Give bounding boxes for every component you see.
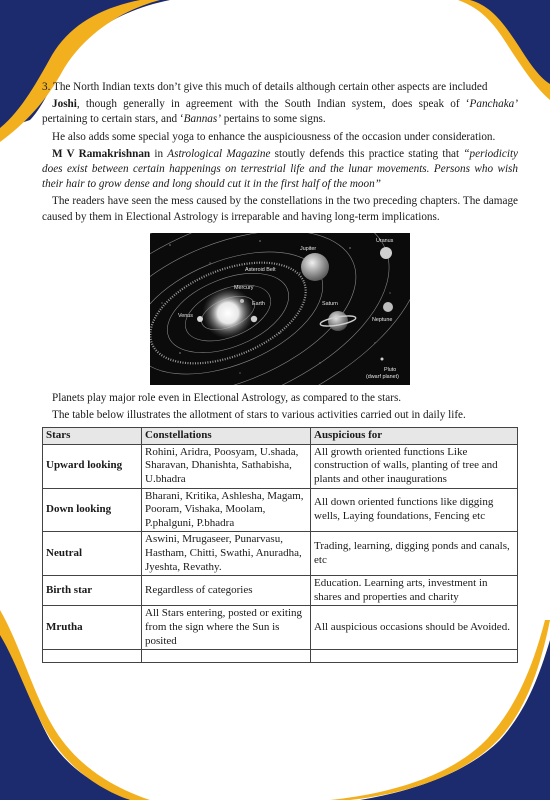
cell-constellations: Regardless of categories — [142, 576, 311, 606]
cell-constellations: All Stars entering, posted or exiting from the sign where the Sun is posited — [142, 606, 311, 650]
cell-stars: Mrutha — [43, 606, 142, 650]
ramakrishnan-quote: “periodicity does exist between certain happenings on terrestrial life and the lunar movements. Persons who wish their hair to grow dense and long should cut it in the first half of the moon” — [42, 147, 519, 191]
sun — [202, 284, 254, 339]
paragraph-point-3: 3. The North Indian texts don’t give this much of details although certain other aspects are included — [42, 81, 488, 93]
table-row-empty — [43, 650, 518, 663]
paragraph-planets: Planets play major role even in Electional Astrology, as compared to the stars. — [52, 391, 402, 404]
label-asteroid-belt: Asteroid Belt — [245, 266, 276, 273]
paragraph-table-intro: The table below illustrates the allotment of stars to various activities carried out in daily life. — [52, 409, 466, 422]
paragraph-yoga: He also adds some special yoga to enhance the auspiciousness of the occasion under consideration. — [52, 130, 496, 143]
venus-planet — [197, 316, 203, 322]
term-bannas: Bannas’ — [183, 113, 221, 126]
paragraph-joshi — [42, 97, 518, 127]
cell-auspicious: All auspicious occasions should be Avoided. — [311, 606, 518, 650]
cell-auspicious: All down oriented functions like digging wells, Laying foundations, Fencing etc — [311, 488, 518, 532]
solar-system-image — [150, 233, 410, 385]
mercury-planet — [240, 299, 244, 303]
cell-empty — [142, 650, 311, 663]
table-row — [43, 532, 518, 576]
ramakrishnan-text-b: stoutly defends this practice stating that — [270, 147, 464, 160]
paragraph-ramakrishnan — [42, 147, 518, 193]
term-panchaka: Panchaka’ — [469, 98, 518, 111]
cell-auspicious: Trading, learning, digging ponds and canals, etc — [311, 532, 518, 576]
header-constellations: Constellations — [142, 428, 311, 445]
cell-empty — [43, 650, 142, 663]
uranus-planet — [380, 247, 392, 259]
bottom-right-navy-swoosh — [360, 640, 550, 800]
table-row — [43, 576, 518, 606]
page-content — [42, 80, 518, 663]
cell-stars: Birth star — [43, 576, 142, 606]
space-background — [150, 233, 410, 385]
joshi-text-b: pertaining to certain stars, and ‘ — [42, 113, 184, 126]
label-venus: Venus — [178, 312, 193, 319]
table-row — [43, 488, 518, 532]
author-ramakrishnan: M V Ramakrishnan — [52, 147, 151, 160]
label-pluto: Pluto — [384, 366, 397, 373]
joshi-text-c: pertains to some signs. — [220, 113, 326, 126]
header-stars: Stars — [43, 428, 142, 445]
label-mercury: Mercury — [234, 284, 254, 291]
magazine-name: Astrological Magazine — [167, 147, 271, 160]
jupiter-planet — [301, 253, 329, 281]
label-neptune: Neptune — [372, 316, 393, 323]
paragraph-readers: The readers have seen the mess caused by the constellations in the two preceding chapters. The damage caused by them in Electional Astrology is irreparable and having long-term implications. — [42, 195, 518, 223]
cell-auspicious: All growth oriented functions Like construction of walls, planting of tree and plants and other inaugurations — [311, 444, 518, 488]
cell-stars: Upward looking — [43, 444, 142, 488]
table-row — [43, 444, 518, 488]
joshi-text-a: , though generally in agreement with the South Indian system, does speak of ‘ — [76, 98, 470, 111]
label-uranus: Uranus — [376, 237, 394, 244]
ramakrishnan-text-a: in — [150, 147, 168, 160]
table-row — [43, 606, 518, 650]
cell-empty — [311, 650, 518, 663]
table-header-row — [43, 428, 518, 445]
author-joshi: Joshi — [52, 98, 77, 111]
header-auspicious-for: Auspicious for — [311, 428, 518, 445]
cell-stars: Neutral — [43, 532, 142, 576]
label-jupiter: Jupiter — [300, 245, 317, 252]
cell-constellations: Rohini, Aridra, Poosyam, U.shada, Sharavan, Dhanishta, Sathabisha, U.bhadra — [142, 444, 311, 488]
cell-constellations: Bharani, Kritika, Ashlesha, Magam, Pooram, Vishaka, Moolam, P.phalguni, P.bhadra — [142, 488, 311, 532]
cell-stars: Down looking — [43, 488, 142, 532]
cell-auspicious: Education. Learning arts, investment in shares and properties and charity — [311, 576, 518, 606]
earth-planet — [251, 316, 257, 322]
label-earth: Earth — [252, 300, 265, 307]
cell-constellations: Aswini, Mrugaseer, Punarvasu, Hastham, Chitti, Swathi, Anuradha, Jyeshta, Revathy. — [142, 532, 311, 576]
stars-table — [42, 427, 518, 663]
label-saturn: Saturn — [322, 300, 338, 307]
label-dwarf-planet: (dwarf planet) — [366, 373, 399, 380]
neptune-planet — [383, 302, 393, 312]
pluto-planet — [381, 357, 384, 360]
